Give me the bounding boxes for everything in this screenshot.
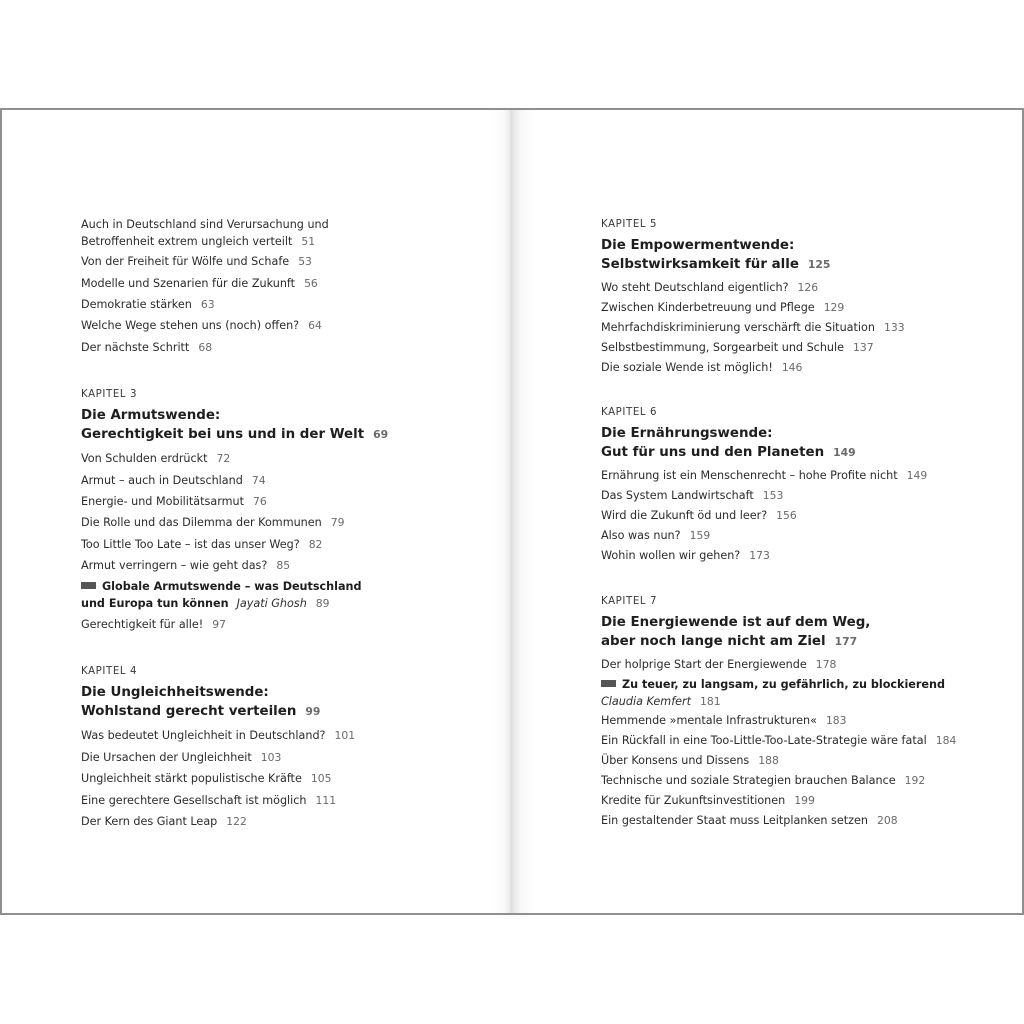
chapter-label: KAPITEL 4 — [81, 666, 138, 677]
page-number: 149 — [833, 446, 856, 459]
toc-entry — [601, 657, 836, 674]
chapter-label: KAPITEL 5 — [601, 219, 658, 230]
toc-entry — [81, 254, 312, 271]
book-spread — [0, 108, 1024, 915]
toc-entry — [601, 733, 956, 750]
toc-entry — [601, 793, 815, 810]
page-number: 126 — [797, 281, 819, 294]
toc-entry-text: Kredite für Zukunftsinvestitionen — [601, 794, 786, 807]
chapter-label: KAPITEL 6 — [601, 407, 658, 418]
page-number: 85 — [276, 559, 291, 572]
guest-author: Claudia Kemfert — [601, 694, 692, 708]
page-number: 181 — [700, 694, 721, 708]
toc-entry — [81, 771, 331, 788]
toc-entry — [81, 297, 215, 314]
toc-entry-text: Hemmende »mentale Infrastrukturen« — [601, 714, 817, 727]
page-number: 72 — [216, 452, 231, 465]
toc-entry — [81, 340, 212, 357]
toc-entry-text: Die Rolle und das Dilemma der Kommunen — [81, 516, 322, 529]
chapter-title-line: Die Armutswende: — [81, 408, 221, 423]
chapter-title-line: Die Ernährungswende: — [601, 426, 773, 441]
toc-entry — [81, 217, 329, 250]
toc-entry-text: Die Ursachen der Ungleichheit — [81, 751, 252, 764]
page-number: 79 — [330, 516, 345, 529]
page-number: 178 — [815, 658, 837, 671]
toc-entry-text: Gerechtigkeit für alle! — [81, 618, 204, 631]
toc-entry — [81, 558, 290, 575]
page-number: 97 — [212, 618, 227, 631]
toc-entry-text: Welche Wege stehen uns (noch) offen? — [81, 319, 300, 332]
page-number: 111 — [315, 794, 337, 807]
toc-entry-text: Demokratie stärken — [81, 298, 192, 311]
chapter-title — [601, 236, 830, 274]
page-number: 208 — [876, 814, 898, 827]
toc-entry — [601, 508, 797, 525]
chapter-title-line: Wohlstand gerecht verteilen — [81, 704, 297, 719]
toc-entry — [601, 773, 925, 790]
page-number: 125 — [807, 258, 831, 271]
chapter-title-line: Selbstwirksamkeit für alle — [601, 257, 799, 272]
page-number: 192 — [904, 774, 926, 787]
toc-entry-text: Ernährung ist ein Menschenrecht – hohe Profite nicht — [601, 469, 898, 482]
toc-entry-text: Globale Armutswende – was Deutschland — [102, 580, 362, 593]
toc-entry — [601, 528, 710, 545]
page-number: 51 — [301, 234, 316, 248]
page-number: 103 — [260, 751, 282, 764]
page-number: 53 — [298, 255, 312, 268]
page-number: 69 — [373, 428, 389, 441]
toc-entry-text: Ein Rückfall in eine Too-Little-Too-Late-Strategie wäre fatal — [601, 734, 927, 747]
toc-entry — [81, 750, 281, 767]
chapter-title-line: Gerechtigkeit bei uns und in der Welt — [81, 427, 365, 442]
page-number: 199 — [794, 794, 815, 807]
toc-entry-text: Auch in Deutschland sind Verursachung und — [81, 218, 329, 231]
chapter-title — [81, 683, 320, 721]
toc-entry-text: Wohin wollen wir gehen? — [601, 549, 741, 562]
page-number: 56 — [304, 277, 318, 290]
page-number: 188 — [758, 754, 779, 767]
toc-entry — [601, 548, 770, 565]
toc-guest-entry — [81, 579, 362, 612]
guest-contribution-marker — [81, 582, 96, 589]
page-number: 184 — [935, 734, 957, 747]
right-page — [513, 110, 1022, 913]
chapter-title-line: Die Energiewende ist auf dem Weg, — [601, 615, 871, 630]
guest-contribution-marker — [601, 680, 616, 687]
guest-author: Jayati Ghosh — [236, 596, 307, 610]
toc-entry-text: Mehrfachdiskriminierung verschärft die Situation — [601, 321, 875, 334]
toc-entry-text: Armut verringern – wie geht das? — [81, 559, 268, 572]
toc-entry-text: Das System Landwirtschaft — [601, 489, 754, 502]
toc-entry-text: Von der Freiheit für Wölfe und Schafe — [81, 255, 290, 268]
toc-entry-text: Also was nun? — [601, 529, 681, 542]
page-number: 159 — [689, 529, 711, 542]
page-number: 89 — [315, 596, 330, 610]
toc-entry — [81, 451, 230, 468]
page-number: 133 — [883, 321, 905, 334]
toc-entry-text: Die soziale Wende ist möglich! — [601, 361, 773, 374]
toc-entry-text: Ungleichheit stärkt populistische Kräfte — [81, 772, 302, 785]
page-number: 82 — [308, 538, 323, 551]
page-number: 153 — [762, 489, 784, 502]
page-number: 183 — [825, 714, 847, 727]
toc-entry-text: Der nächste Schritt — [81, 341, 190, 354]
page-number: 101 — [334, 729, 356, 742]
toc-entry — [81, 814, 247, 831]
toc-entry-text: Armut – auch in Deutschland — [81, 474, 243, 487]
page-number: 122 — [226, 815, 247, 828]
toc-entry — [81, 617, 226, 634]
chapter-title-line: aber noch lange nicht am Ziel — [601, 634, 826, 649]
page-number: 68 — [198, 341, 213, 354]
toc-entry — [81, 793, 336, 810]
page-number: 105 — [310, 772, 332, 785]
toc-entry — [81, 537, 322, 554]
chapter-title-line: Gut für uns und den Planeten — [601, 445, 825, 460]
toc-entry-text: Selbstbestimmung, Sorgearbeit und Schule — [601, 341, 844, 354]
chapter-title-line: Die Ungleichheitswende: — [81, 685, 269, 700]
toc-entry — [81, 473, 266, 490]
chapter-title — [601, 613, 870, 651]
toc-entry-text: Der Kern des Giant Leap — [81, 815, 218, 828]
toc-entry-text: Wird die Zukunft öd und leer? — [601, 509, 768, 522]
page-number: 99 — [305, 705, 321, 718]
toc-entry — [81, 515, 345, 532]
toc-entry-text: Modelle und Szenarien für die Zukunft — [81, 277, 296, 290]
toc-entry-text: Energie- und Mobilitätsarmut — [81, 495, 244, 508]
page-number: 173 — [749, 549, 770, 562]
toc-guest-entry — [601, 677, 945, 710]
toc-entry-text: Wo steht Deutschland eigentlich? — [601, 281, 789, 294]
toc-entry — [81, 318, 322, 335]
toc-entry-text: Was bedeutet Ungleichheit in Deutschland? — [81, 729, 326, 742]
chapter-label: KAPITEL 3 — [81, 389, 138, 400]
toc-entry — [601, 300, 844, 317]
toc-entry-text: Ein gestaltender Staat muss Leitplanken setzen — [601, 814, 868, 827]
toc-entry — [601, 340, 874, 357]
toc-entry-text: Der holprige Start der Energiewende — [601, 658, 807, 671]
toc-entry — [601, 320, 905, 337]
page-number: 156 — [776, 509, 797, 522]
page-number: 129 — [823, 301, 845, 314]
toc-entry — [601, 813, 898, 830]
toc-entry — [601, 713, 847, 730]
chapter-label: KAPITEL 7 — [601, 596, 658, 607]
toc-entry — [81, 728, 355, 745]
chapter-title-line: Die Empowermentwende: — [601, 238, 795, 253]
toc-entry — [601, 280, 818, 297]
page-number: 76 — [252, 495, 267, 508]
toc-entry-text: Zwischen Kinderbetreuung und Pflege — [601, 301, 815, 314]
toc-entry — [601, 488, 783, 505]
page-number: 146 — [781, 361, 803, 374]
toc-entry — [81, 494, 267, 511]
toc-entry-text: und Europa tun können — [81, 596, 229, 610]
page-number: 137 — [853, 341, 874, 354]
page-number: 177 — [834, 635, 858, 648]
toc-entry — [601, 360, 802, 377]
toc-entry-text: Zu teuer, zu langsam, zu gefährlich, zu blockierend — [622, 678, 945, 691]
toc-entry-text: Betroffenheit extrem ungleich verteilt — [81, 234, 293, 248]
toc-entry-text: Von Schulden erdrückt — [81, 452, 208, 465]
page-number: 63 — [200, 298, 215, 311]
page-number: 64 — [308, 319, 322, 332]
left-page — [2, 110, 507, 913]
chapter-title — [601, 424, 856, 462]
toc-entry — [601, 468, 927, 485]
toc-entry-text: Technische und soziale Strategien brauchen Balance — [601, 774, 896, 787]
toc-entry — [81, 276, 318, 293]
toc-entry-text: Eine gerechtere Gesellschaft ist möglich — [81, 794, 307, 807]
toc-entry — [601, 753, 779, 770]
toc-entry-text: Über Konsens und Dissens — [601, 754, 750, 767]
chapter-title — [81, 406, 388, 444]
page-number: 74 — [251, 474, 266, 487]
page-number: 149 — [906, 469, 928, 482]
toc-entry-text: Too Little Too Late – ist das unser Weg? — [81, 538, 300, 551]
